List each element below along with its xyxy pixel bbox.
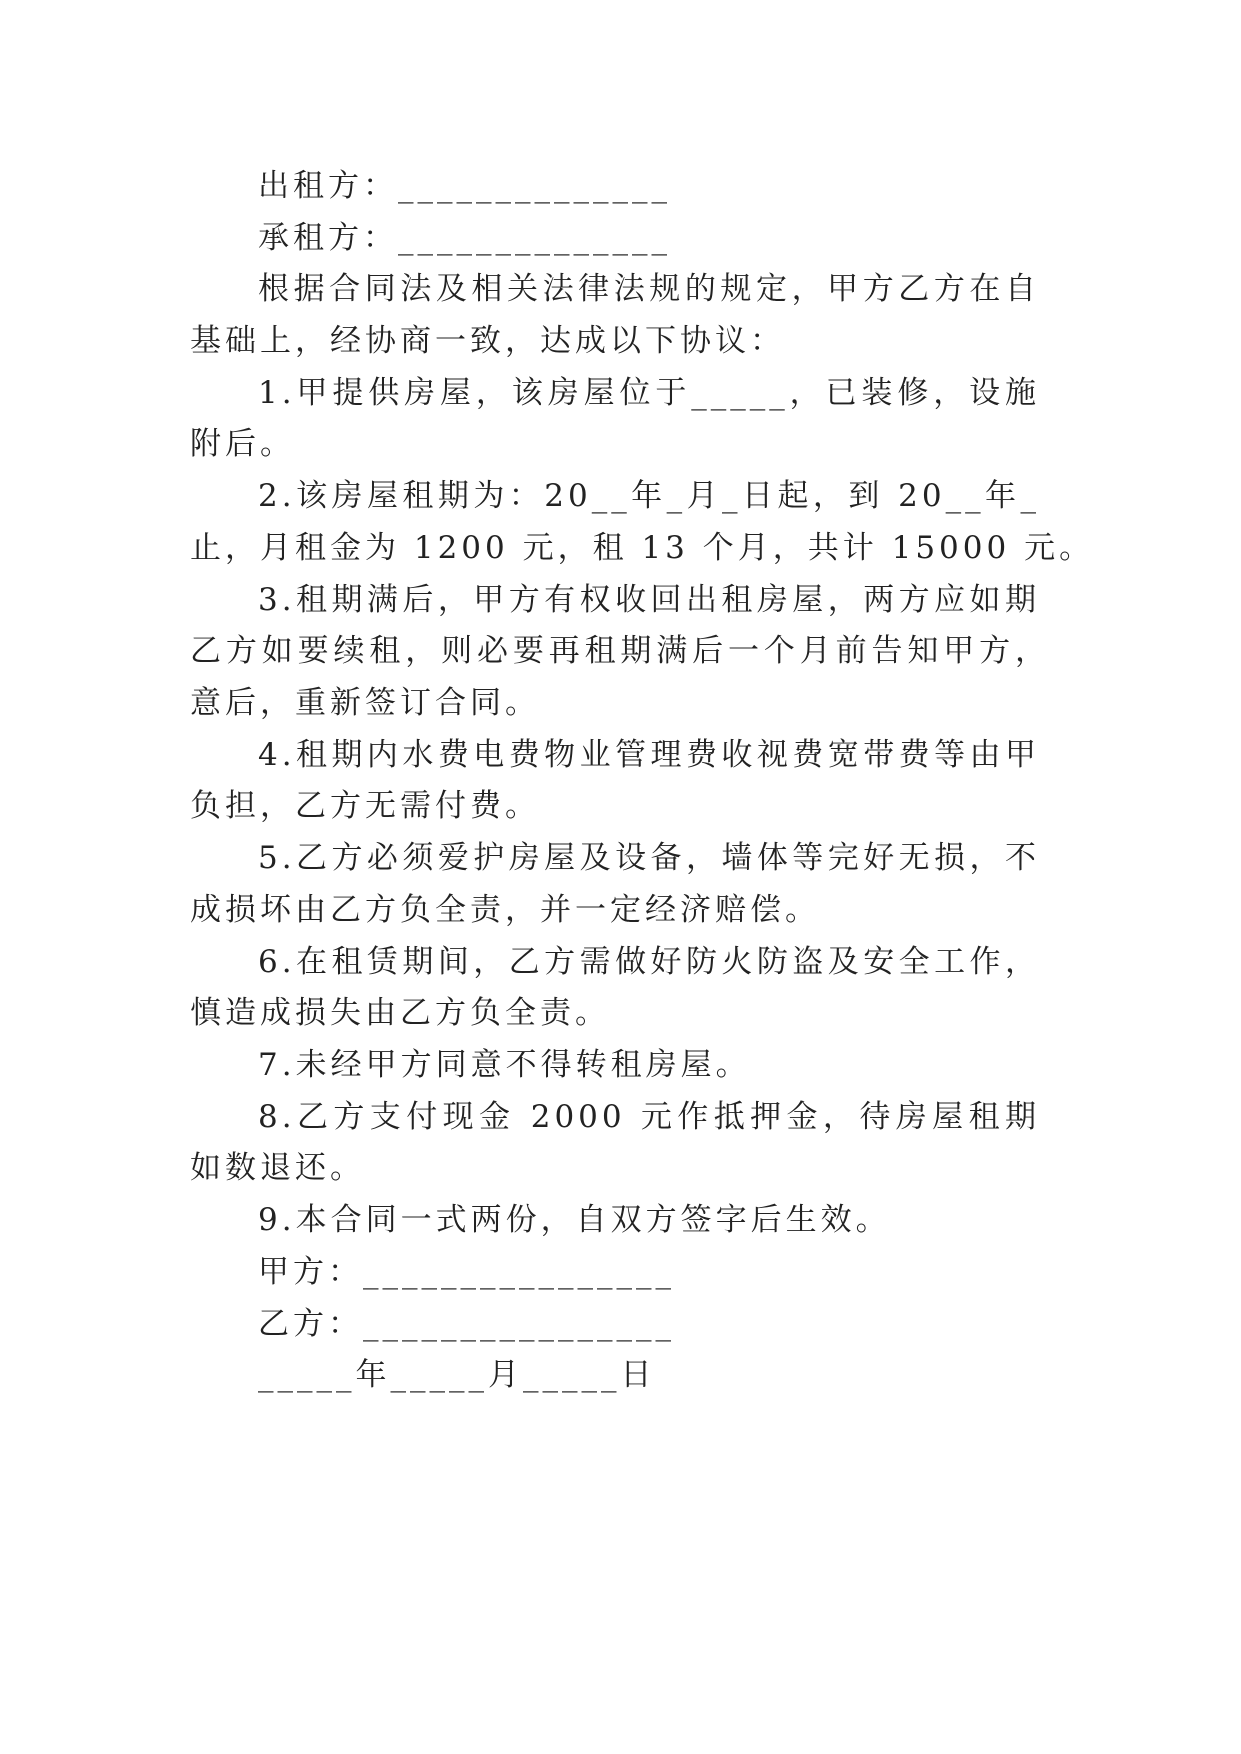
party-a-signature-line: 甲方：________________ — [258, 1254, 675, 1290]
clause-6-line-2: 慎造成损失由乙方负全责。 — [190, 995, 610, 1031]
lessor-line: 出租方：______________ — [258, 168, 671, 204]
clause-3-line-3: 意后，重新签订合同。 — [190, 685, 540, 721]
clause-3-line-2: 乙方如要续租，则必要再租期满后一个月前告知甲方， — [190, 633, 1050, 669]
clause-4-line-2: 负担，乙方无需付费。 — [190, 788, 540, 824]
clause-9-line-1: 9.本合同一式两份，自双方签字后生效。 — [258, 1202, 891, 1238]
clause-8-line-1: 8.乙方支付现金 2000 元作抵押金，待房屋租期 — [258, 1099, 1040, 1135]
clause-5-line-1: 5.乙方必须爱护房屋及设备，墙体等完好无损，不 — [258, 840, 1040, 876]
clause-7-line-1: 7.未经甲方同意不得转租房屋。 — [258, 1047, 751, 1083]
intro-line-1: 根据合同法及相关法律法规的规定，甲方乙方在自 — [258, 271, 1040, 307]
clause-6-line-1: 6.在租赁期间，乙方需做好防火防盗及安全工作， — [258, 944, 1040, 980]
clause-1-line-2: 附后。 — [190, 426, 295, 462]
clause-5-line-2: 成损坏由乙方负全责，并一定经济赔偿。 — [190, 892, 820, 928]
date-line: _____年_____月_____日 — [258, 1357, 656, 1393]
lessee-line: 承租方：______________ — [258, 220, 671, 256]
clause-2-line-2: 止，月租金为 1200 元，租 13 个月，共计 15000 元。 — [190, 530, 1095, 566]
intro-line-2: 基础上，经协商一致，达成以下协议： — [190, 323, 785, 359]
clause-2-line-1: 2.该房屋租期为：20__年_月_日起，到 20__年_ — [258, 478, 1040, 514]
party-b-signature-line: 乙方：________________ — [258, 1306, 675, 1342]
clause-1-line-1: 1.甲提供房屋，该房屋位于_____，已装修，设施 — [258, 375, 1040, 411]
clause-4-line-1: 4.租期内水费电费物业管理费收视费宽带费等由甲 — [258, 737, 1040, 773]
clause-8-line-2: 如数退还。 — [190, 1150, 365, 1186]
clause-3-line-1: 3.租期满后，甲方有权收回出租房屋，两方应如期 — [258, 582, 1040, 618]
